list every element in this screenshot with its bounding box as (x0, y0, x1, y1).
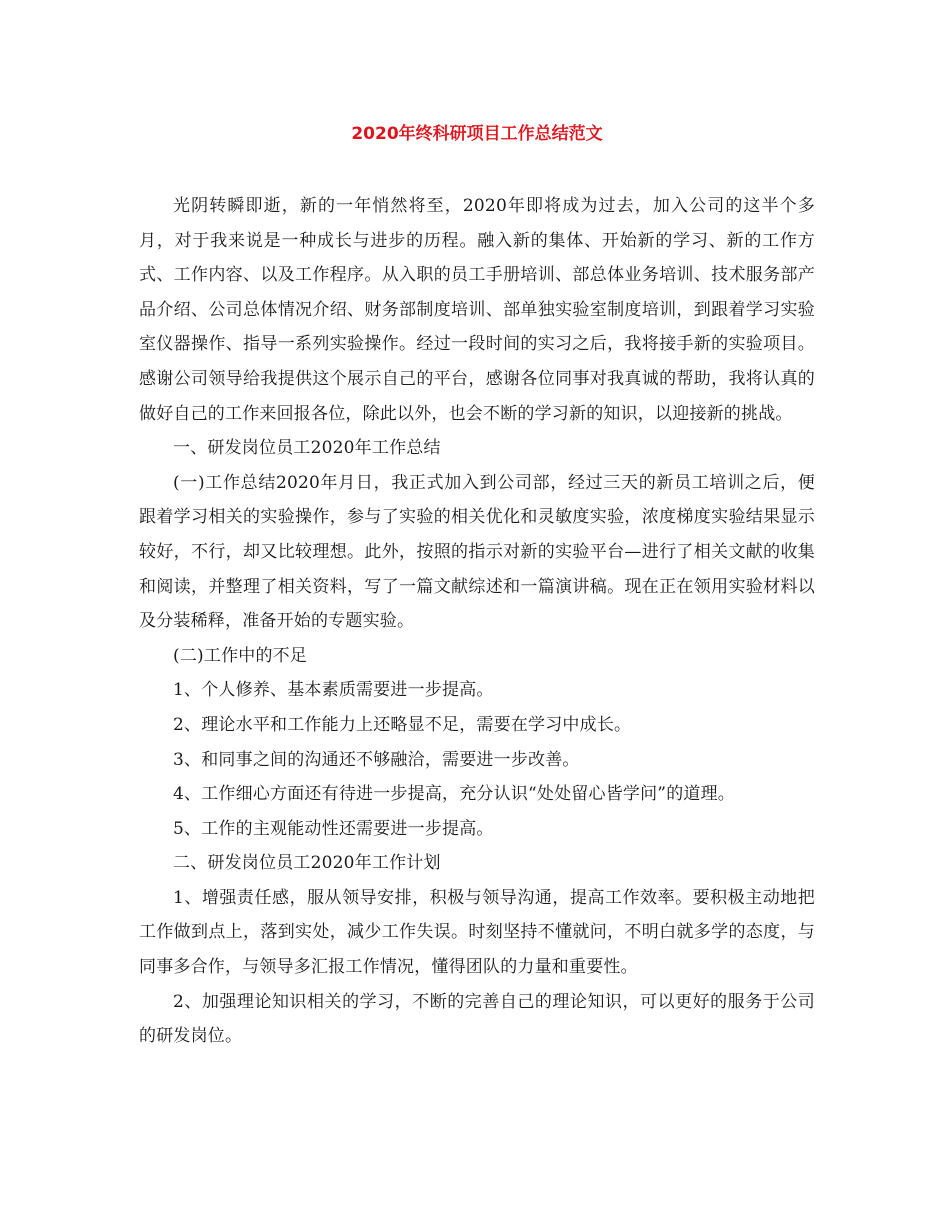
list-item-shortcoming-3: 3、和同事之间的沟通还不够融洽，需要进一步改善。 (173, 749, 580, 770)
section-heading-plan: 二、研发岗位员工2020年工作计划 (173, 853, 441, 874)
list-item-plan-1: 1、增强责任感，服从领导安排，积极与领导沟通，提高工作效率。要积极主动地把工作做到点上，落到实处，减少工作失误。时刻坚持不懂就问，不明白就多学的态度，与同事多合作，与领导多汇报工作情况，懂得团队的力量和重要性。 (139, 887, 815, 978)
paragraph-work-summary: (一)工作总结2020年月日，我正式加入到公司部，经过三天的新员工培训之后，便跟着学习相关的实验操作，参与了实验的相关优化和灵敏度实验，浓度梯度实验结果显示较好，不行，却又比较理想。此外，按照的指示对新的实验平台—进行了相关文献的收集和阅读，并整理了相关资料，写了一篇文献综述和一篇演讲稿。现在正在领用实验材料以及分装稀释，准备开始的专题实验。 (139, 472, 815, 632)
section-heading-summary: 一、研发岗位员工2020年工作总结 (173, 438, 441, 459)
list-item-shortcoming-5: 5、工作的主观能动性还需要进一步提高。 (173, 818, 494, 839)
list-item-shortcoming-1: 1、个人修养、基本素质需要进一步提高。 (173, 680, 494, 701)
list-item-plan-2: 2、加强理论知识相关的学习，不断的完善自己的理论知识，可以更好的服务于公司的研发岗位。 (139, 991, 815, 1047)
paragraph-intro: 光阴转瞬即逝，新的一年悄然将至，2020年即将成为过去，加入公司的这半个多月，对于我来说是一种成长与进步的历程。融入新的集体、开始新的学习、新的工作方式、工作内容、以及工作程序。从入职的员工手册培训、部总体业务培训、技术服务部产品介绍、公司总体情况介绍、财务部制度培训、部单独实验室制度培训，到跟着学习实验室仪器操作、指导一系列实验操作。经过一段时间的实习之后，我将接手新的实验项目。感谢公司领导给我提供这个展示自己的平台，感谢各位同事对我真诚的帮助，我将认真的做好自己的工作来回报各位，除此以外，也会不断的学习新的知识，以迎接新的挑战。 (139, 196, 815, 424)
document-body (139, 189, 815, 1054)
document-title: 2020年终科研项目工作总结范文 (351, 124, 603, 144)
subheading-shortcomings: (二)工作中的不足 (173, 645, 308, 666)
list-item-shortcoming-2: 2、理论水平和工作能力上还略显不足，需要在学习中成长。 (173, 714, 632, 735)
list-item-shortcoming-4: 4、工作细心方面还有待进一步提高，充分认识“处处留心皆学问”的道理。 (173, 784, 735, 805)
